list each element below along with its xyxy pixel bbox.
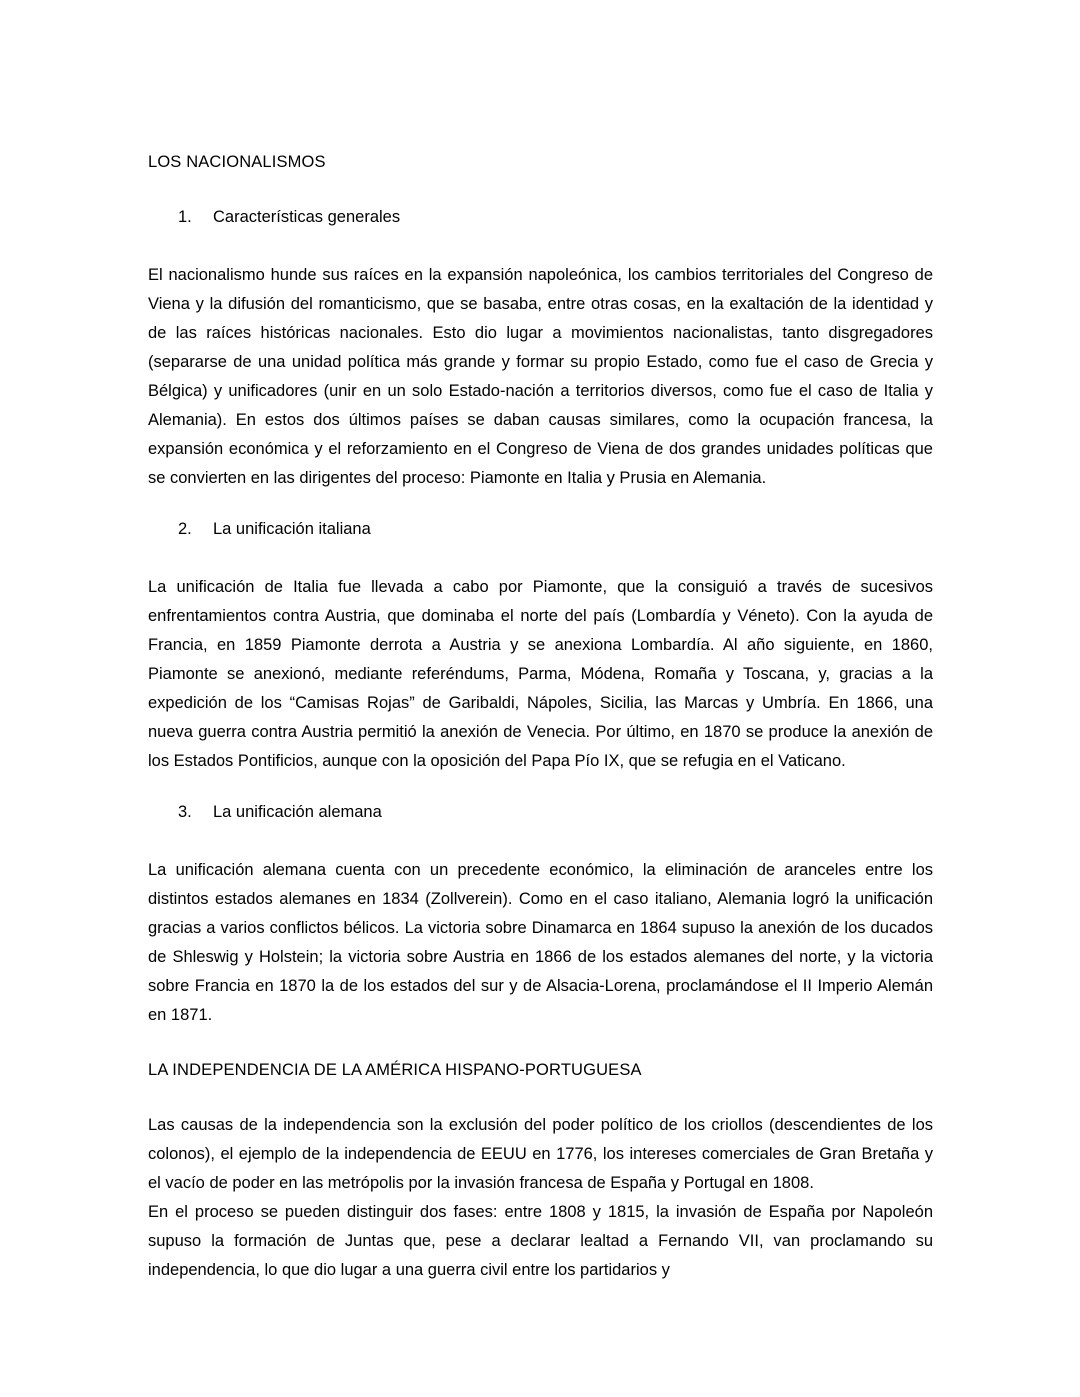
list-item-number: 1. [178, 208, 192, 226]
paragraph-causas-independencia: Las causas de la independencia son la exclusión del poder político de los criollos (descendientes de los colonos), el ejemplo de la independencia de EEUU en 1776, los intereses comerciales de Gran Bretaña y el vacío de poder en las metrópolis por la invasión francesa de España y Portugal en 1808. [148, 1116, 933, 1192]
spacer [148, 177, 933, 203]
spacer [148, 232, 933, 261]
numbered-list-item-1 [148, 203, 933, 232]
list-item-label: La unificación alemana [213, 803, 382, 821]
spacer [148, 776, 933, 798]
section-heading-independencia-america: LA INDEPENDENCIA DE LA AMÉRICA HISPANO-PORTUGUESA [148, 1061, 642, 1079]
numbered-list-item-2 [148, 515, 933, 544]
list-item [148, 515, 933, 544]
list-item [148, 203, 933, 232]
document-body [148, 148, 933, 1285]
list-item-number: 3. [178, 803, 192, 821]
list-item [148, 798, 933, 827]
spacer [148, 1085, 933, 1111]
numbered-list-item-3 [148, 798, 933, 827]
list-item-label: Características generales [213, 208, 401, 226]
paragraph-caracteristicas-generales: El nacionalismo hunde sus raíces en la expansión napoleónica, los cambios territoriales del Congreso de Viena y la difusión del romanticismo, que se basaba, entre otras cosas, en la exaltación de la identidad y de las raíces históricas nacionales. Esto dio lugar a movimientos nacionalistas, tanto disgregadores (separarse de una unidad política más grande y formar su propio Estado, como fue el caso de Grecia y Bélgica) y unificadores (unir en un solo Estado-nación a territorios diversos, como fue el caso de Italia y Alemania). En estos dos últimos países se daban causas similares, como la ocupación francesa, la expansión económica y el reforzamiento en el Congreso de Viena de dos grandes unidades políticas que se convierten en las dirigentes del proceso: Piamonte en Italia y Prusia en Alemania. [148, 266, 933, 487]
list-item-label: La unificación italiana [213, 520, 371, 538]
paragraph-fases-proceso: En el proceso se pueden distinguir dos fases: entre 1808 y 1815, la invasión de España por Napoleón supuso la formación de Juntas que, pese a declarar lealtad a Fernando VII, van proclamando su independencia, lo que dio lugar a una guerra civil entre los partidarios y [148, 1203, 933, 1279]
spacer [148, 493, 933, 515]
section-heading-nacionalismos: LOS NACIONALISMOS [148, 153, 326, 171]
list-item-number: 2. [178, 520, 192, 538]
paragraph-unificacion-alemana: La unificación alemana cuenta con un precedente económico, la eliminación de aranceles entre los distintos estados alemanes en 1834 (Zollverein). Como en el caso italiano, Alemania logró la unificación gracias a varios conflictos bélicos. La victoria sobre Dinamarca en 1864 supuso la anexión de los ducados de Shleswig y Holstein; la victoria sobre Austria en 1866 de los estados alemanes del norte, y la victoria sobre Francia en 1870 la de los estados del sur y de Alsacia-Lorena, proclamándose el II Imperio Alemán en 1871. [148, 861, 933, 1024]
paragraph-unificacion-italiana: La unificación de Italia fue llevada a cabo por Piamonte, que la consiguió a través de sucesivos enfrentamientos contra Austria, que dominaba el norte del país (Lombardía y Véneto). Con la ayuda de Francia, en 1859 Piamonte derrota a Austria y se anexiona Lombardía. Al año siguiente, en 1860, Piamonte se anexionó, mediante referéndums, Parma, Módena, Romaña y Toscana, y, gracias a la expedición de los “Camisas Rojas” de Garibaldi, Nápoles, Sicilia, las Marcas y Umbría. En 1866, una nueva guerra contra Austria permitió la anexión de Venecia. Por último, en 1870 se produce la anexión de los Estados Pontificios, aunque con la oposición del Papa Pío IX, que se refugia en el Vaticano. [148, 578, 933, 770]
spacer [148, 544, 933, 573]
spacer [148, 1030, 933, 1056]
spacer [148, 827, 933, 856]
